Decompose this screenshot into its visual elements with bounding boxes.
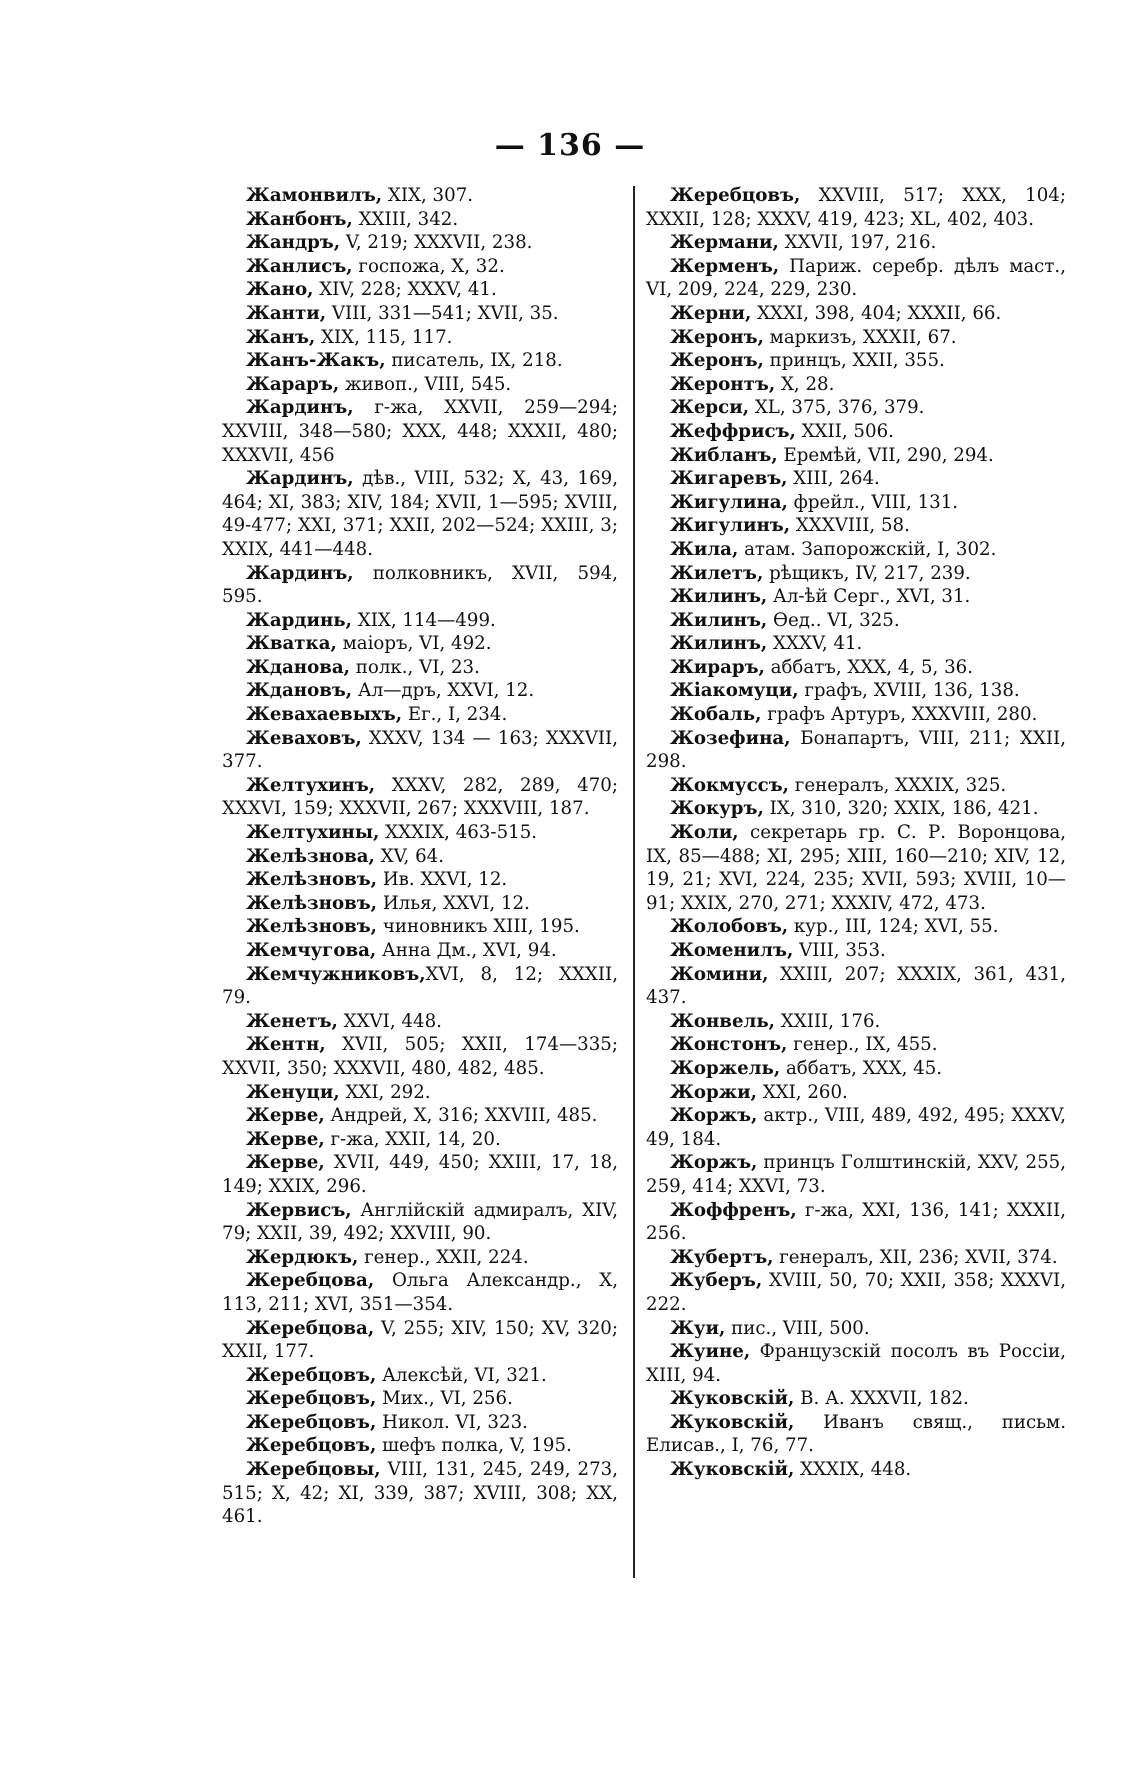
entry-references: аббатъ, XXX, 45. xyxy=(780,1057,943,1079)
entry-headword: Жермани, xyxy=(670,232,779,254)
entry-references: XXXIX, 448. xyxy=(794,1459,912,1481)
entry-headword: Жилинъ, xyxy=(670,633,768,655)
entry-references: графъ Артуръ, XXXVIII, 280. xyxy=(761,704,1038,726)
entry-headword: Жонвель, xyxy=(670,1010,776,1032)
entry-references: генералъ, XXXIX, 325. xyxy=(789,774,1007,796)
entry-references: г-жа, XXI, 136, 141; XXXII, 256. xyxy=(646,1199,1066,1245)
index-entry xyxy=(222,1151,618,1198)
entry-references: дѣв., VIII, 532; X, 43, 169, 464; XI, 383; XIV, 184; XVII, 1—595; XVIII, 49-477; XXI, 371; XXII, 202—524; XXIII, 3; XXIX, 441—448. xyxy=(222,468,618,560)
entry-references: XXXV, 134 — 163; XXXVII, 377. xyxy=(222,727,618,773)
entry-headword: Жардинъ, xyxy=(246,562,354,584)
entry-headword: Жуковскій, xyxy=(670,1411,795,1433)
entry-references: кур., III, 124; XVI, 55. xyxy=(788,916,999,938)
entry-references: Ал—дръ, XXVI, 12. xyxy=(352,680,535,702)
entry-headword: Жанъ, xyxy=(246,326,316,348)
entry-headword: Жіакомуци, xyxy=(670,680,799,702)
entry-headword: Жеребцова, xyxy=(246,1270,375,1292)
entry-references: XVII, 449, 450; XXIII, 17, 18, 149; XXIX, 296. xyxy=(222,1152,618,1197)
index-entry xyxy=(222,208,618,232)
entry-references: генер., IX, 455. xyxy=(787,1034,938,1056)
index-entry xyxy=(646,396,1066,420)
index-entry xyxy=(646,514,1066,538)
index-entry xyxy=(222,963,618,1010)
index-entry xyxy=(222,562,618,609)
entry-references: Ольга Александр., X, 113, 211; XVI, 351—354. xyxy=(222,1270,618,1315)
index-entry xyxy=(646,1387,1066,1411)
index-entry xyxy=(222,1269,618,1316)
entry-references: рѣщикъ, IV, 217, 239. xyxy=(763,562,971,584)
index-entry xyxy=(646,255,1066,302)
index-entry xyxy=(646,562,1066,586)
index-entry xyxy=(222,231,618,255)
index-entry xyxy=(222,302,618,326)
index-entry xyxy=(646,1458,1066,1482)
index-entry xyxy=(222,703,618,727)
index-column-right xyxy=(646,184,1066,1482)
entry-headword: Желтухинъ, xyxy=(246,774,376,796)
entry-headword: Жанлисъ, xyxy=(246,255,353,277)
entry-references: XXIII, 207; XXXIX, 361, 431, 437. xyxy=(646,963,1066,1009)
entry-references: XXII, 506. xyxy=(795,420,894,442)
entry-headword: Жуковскій, xyxy=(670,1459,795,1481)
index-entry xyxy=(222,255,618,279)
entry-headword: Жараръ, xyxy=(246,373,340,395)
index-entry xyxy=(222,1246,618,1270)
index-entry xyxy=(222,679,618,703)
entry-headword: Жоли, xyxy=(670,822,739,844)
entry-references: XIX, 307. xyxy=(382,185,474,206)
entry-headword: Жано, xyxy=(246,279,314,301)
entry-headword: Жеребцовъ, xyxy=(670,185,801,206)
entry-headword: Жеребцовъ, xyxy=(246,1364,377,1386)
entry-references: Анна Дм., XVI, 94. xyxy=(376,940,557,961)
index-entry xyxy=(646,915,1066,939)
entry-references: Англійскій адмиралъ, XIV, 79; XXII, 39, 492; XXVIII, 90. xyxy=(222,1199,618,1245)
entry-references: шефъ полка, V, 195. xyxy=(376,1435,572,1457)
entry-references: XXI, 260. xyxy=(756,1081,848,1103)
entry-headword: Жемчужниковъ, xyxy=(246,963,426,985)
index-column-left xyxy=(222,184,618,1529)
index-entry xyxy=(646,302,1066,326)
index-entry xyxy=(222,184,618,208)
entry-references: XXVIII, 517; XXX, 104; XXXII, 128; XXXV, 419, 423; XL, 402, 403. xyxy=(646,185,1066,230)
entry-headword: Жеронъ, xyxy=(670,326,764,348)
entry-references: Бонапартъ, VIII, 211; XXII, 298. xyxy=(646,727,1066,773)
entry-headword: Жозефина, xyxy=(670,727,791,749)
entry-headword: Желѣзновъ, xyxy=(246,892,378,914)
entry-references: полковникъ, XVII, 594, 595. xyxy=(222,562,618,608)
entry-headword: Жерве, xyxy=(246,1105,325,1127)
entry-headword: Жевахаевыхъ, xyxy=(246,704,403,726)
index-entry xyxy=(646,609,1066,633)
entry-headword: Женетъ, xyxy=(246,1010,338,1032)
entry-headword: Жанъ-Жакъ, xyxy=(246,350,386,372)
entry-headword: Жандръ, xyxy=(246,232,341,254)
entry-headword: Жилинъ, xyxy=(670,586,768,608)
entry-headword: Женуци, xyxy=(246,1081,340,1103)
index-entry xyxy=(646,727,1066,774)
index-entry xyxy=(222,1128,618,1152)
index-entry xyxy=(646,1269,1066,1316)
index-entry xyxy=(222,278,618,302)
entry-headword: Ждановъ, xyxy=(246,680,353,702)
entry-headword: Жуине, xyxy=(670,1341,751,1363)
entry-headword: Жигулинъ, xyxy=(670,515,791,537)
entry-headword: Жубертъ, xyxy=(670,1246,774,1268)
index-entry xyxy=(646,1246,1066,1270)
index-entry xyxy=(222,373,618,397)
entry-headword: Жобаль, xyxy=(670,704,762,726)
index-entry xyxy=(646,326,1066,350)
entry-references: госпожа, X, 32. xyxy=(352,255,505,277)
entry-references: XXXIX, 463-515. xyxy=(379,822,538,844)
entry-headword: Жардинъ, xyxy=(246,397,354,419)
entry-references: актр., VIII, 489, 492, 495; XXXV, 49, 184. xyxy=(646,1105,1066,1150)
entry-headword: Жентн, xyxy=(246,1034,326,1056)
index-entry xyxy=(222,396,618,467)
index-entry xyxy=(222,1081,618,1105)
entry-references: пис., VIII, 500. xyxy=(725,1317,870,1339)
index-entry xyxy=(222,892,618,916)
entry-references: В. А. XXXVII, 182. xyxy=(794,1388,969,1410)
entry-headword: Жоржъ, xyxy=(670,1105,758,1127)
entry-headword: Жоржи, xyxy=(670,1081,757,1103)
index-entry xyxy=(646,1151,1066,1198)
entry-headword: Жерни, xyxy=(670,302,752,324)
index-entry xyxy=(222,1411,618,1435)
entry-headword: Жердюкъ, xyxy=(246,1246,359,1268)
index-entry xyxy=(646,1199,1066,1246)
entry-references: XXVII, 197, 216. xyxy=(778,232,937,254)
entry-references: XIX, 114—499. xyxy=(351,609,496,631)
entry-headword: Жибланъ, xyxy=(670,444,778,466)
entry-headword: Желѣзнова, xyxy=(246,845,375,867)
entry-references: Ег., I, 234. xyxy=(402,704,508,726)
entry-headword: Жуи, xyxy=(670,1317,726,1339)
entry-references: чиновникъ XIII, 195. xyxy=(377,916,580,938)
entry-headword: Жватка, xyxy=(246,633,337,655)
entry-headword: Жеваховъ, xyxy=(246,727,362,749)
index-entry xyxy=(222,632,618,656)
column-divider xyxy=(633,186,635,1578)
entry-headword: Жанти, xyxy=(246,302,327,324)
index-entry xyxy=(222,821,618,845)
index-entry xyxy=(646,1411,1066,1458)
entry-headword: Жеффрисъ, xyxy=(670,420,796,442)
index-entry xyxy=(646,797,1066,821)
entry-headword: Жуберъ, xyxy=(670,1270,763,1292)
index-entry xyxy=(222,1317,618,1364)
entry-references: графъ, XVIII, 136, 138. xyxy=(798,680,1020,702)
index-entry xyxy=(646,585,1066,609)
entry-headword: Жомини, xyxy=(670,963,769,985)
entry-references: г-жа, XXII, 14, 20. xyxy=(324,1128,501,1150)
entry-headword: Жерменъ, xyxy=(670,255,780,277)
entry-references: Андрей, X, 316; XXVIII, 485. xyxy=(324,1105,598,1127)
index-entry xyxy=(222,609,618,633)
entry-references: Илья, XXVI, 12. xyxy=(377,892,530,914)
entry-references: XVI, 8, 12; XXXII, 79. xyxy=(222,963,618,1009)
entry-headword: Жардинъ, xyxy=(246,468,354,490)
index-entry xyxy=(646,538,1066,562)
index-entry xyxy=(222,1458,618,1529)
page-number: — 136 — xyxy=(494,128,646,163)
entry-headword: Жила, xyxy=(670,538,739,560)
entry-headword: Жуковскій, xyxy=(670,1388,795,1410)
entry-references: XXXV, 282, 289, 470; XXXVI, 159; XXXVII, 267; XXXVIII, 187. xyxy=(222,774,618,820)
index-entry xyxy=(646,939,1066,963)
index-entry xyxy=(222,774,618,821)
index-entry xyxy=(646,656,1066,680)
entry-references: Ив. XXVI, 12. xyxy=(377,869,508,891)
entry-headword: Жеронъ, xyxy=(670,350,764,372)
index-entry xyxy=(222,467,618,561)
index-entry xyxy=(222,845,618,869)
entry-references: XVIII, 50, 70; XXII, 358; XXXVI, 222. xyxy=(646,1270,1066,1315)
index-entry xyxy=(222,349,618,373)
entry-headword: Жоменилъ, xyxy=(670,940,794,961)
entry-references: XXIII, 342. xyxy=(352,208,459,230)
entry-headword: Жоржъ, xyxy=(670,1152,758,1174)
entry-references: Мих., VI, 256. xyxy=(376,1388,513,1410)
entry-references: V, 219; XXXVII, 238. xyxy=(340,232,533,254)
index-entry xyxy=(222,868,618,892)
index-entry xyxy=(222,915,618,939)
index-entry xyxy=(646,1340,1066,1387)
entry-references: XIX, 115, 117. xyxy=(315,326,453,348)
index-entry xyxy=(222,1010,618,1034)
entry-headword: Жардинь, xyxy=(246,609,352,631)
entry-references: Еремѣй, VII, 290, 294. xyxy=(777,444,994,466)
entry-headword: Жонстонъ, xyxy=(670,1034,788,1056)
entry-references: VIII, 331—541; XVII, 35. xyxy=(326,302,559,324)
index-entry xyxy=(222,727,618,774)
index-entry xyxy=(222,1434,618,1458)
entry-references: фрейл., VIII, 131. xyxy=(787,491,959,513)
entry-references: генер., XXII, 224. xyxy=(358,1246,529,1268)
entry-headword: Желѣзновъ, xyxy=(246,869,378,891)
entry-references: XIII, 264. xyxy=(787,468,880,490)
index-entry xyxy=(646,632,1066,656)
entry-headword: Жерве, xyxy=(246,1128,325,1150)
entry-headword: Жоффренъ, xyxy=(670,1199,797,1221)
entry-references: XXXI, 398, 404; XXXII, 66. xyxy=(751,302,1002,324)
entry-references: Никол. VI, 323. xyxy=(376,1411,528,1433)
index-entry xyxy=(646,1081,1066,1105)
index-entry xyxy=(222,1364,618,1388)
entry-references: VIII, 353. xyxy=(793,940,886,961)
entry-headword: Жилинъ, xyxy=(670,609,768,631)
entry-references: Ѳед.. VI, 325. xyxy=(767,609,900,631)
entry-headword: Жемчугова, xyxy=(246,940,377,961)
index-entry xyxy=(646,373,1066,397)
entry-headword: Жеребцовы, xyxy=(246,1459,381,1481)
index-entry xyxy=(646,231,1066,255)
entry-headword: Жданова, xyxy=(246,656,350,678)
entry-headword: Жигулина, xyxy=(670,491,788,513)
entry-references: Алексѣй, VI, 321. xyxy=(376,1364,547,1386)
index-entry xyxy=(222,326,618,350)
index-entry xyxy=(646,963,1066,1010)
index-entry xyxy=(646,491,1066,515)
entry-references: XXI, 292. xyxy=(339,1081,431,1103)
entry-references: Иванъ свящ., письм. Елисав., I, 76, 77. xyxy=(646,1411,1066,1457)
entry-references: XIV, 228; XXXV, 41. xyxy=(313,279,497,301)
index-entry xyxy=(222,1104,618,1128)
entry-references: секретарь гр. С. Р. Воронцова, IX, 85—488; XI, 295; XIII, 160—210; XIV, 12, 19, 21; XVI, 224, 235; XVII, 593; XVIII, 10—91; XXIX, 270, 271; XXXIV, 472, 473. xyxy=(646,822,1066,914)
index-entry xyxy=(646,1057,1066,1081)
entry-references: Париж. серебр. дѣлъ маст., VI, 209, 224, 229, 230. xyxy=(646,255,1066,301)
index-entry xyxy=(646,679,1066,703)
index-entry xyxy=(646,184,1066,231)
entry-headword: Жигаревъ, xyxy=(670,468,788,490)
entry-headword: Жираръ, xyxy=(670,656,765,678)
entry-references: маркизъ, XXXII, 67. xyxy=(763,326,957,348)
entry-references: XXXVIII, 58. xyxy=(790,515,910,537)
entry-headword: Жокуръ, xyxy=(670,798,764,820)
entry-references: XXIII, 176. xyxy=(775,1010,881,1032)
index-entry xyxy=(646,1010,1066,1034)
entry-references: XXXV, 41. xyxy=(767,633,863,655)
entry-references: атам. Запорожскій, I, 302. xyxy=(738,538,997,560)
entry-references: Ал-ѣй Серг., XVI, 31. xyxy=(767,586,971,608)
entry-references: V, 255; XIV, 150; XV, 320; XXII, 177. xyxy=(222,1317,618,1363)
entry-references: XVII, 505; XXII, 174—335; XXVII, 350; XXXVII, 480, 482, 485. xyxy=(222,1034,618,1079)
entry-references: г-жа, XXVII, 259—294; XXVIII, 348—580; XXX, 448; XXXII, 480; XXXVII, 456 xyxy=(222,397,618,466)
entry-references: полк., VI, 23. xyxy=(349,656,480,678)
index-entry xyxy=(646,420,1066,444)
entry-headword: Жеребцовъ, xyxy=(246,1435,377,1457)
entry-references: принцъ Голштинскій, XXV, 255, 259, 414; XXVI, 73. xyxy=(646,1152,1066,1197)
entry-references: принцъ, XXII, 355. xyxy=(763,350,945,372)
index-entry xyxy=(646,821,1066,915)
index-entry xyxy=(646,444,1066,468)
entry-headword: Желѣзновъ, xyxy=(246,916,378,938)
entry-references: X, 28. xyxy=(775,373,835,395)
entry-headword: Жилетъ, xyxy=(670,562,764,584)
index-entry xyxy=(646,467,1066,491)
entry-references: VIII, 131, 245, 249, 273, 515; X, 42; XI, 339, 387; XVIII, 308; XX, 461. xyxy=(222,1459,618,1528)
entry-references: живоп., VIII, 545. xyxy=(339,373,512,395)
index-entry xyxy=(646,703,1066,727)
index-entry xyxy=(222,656,618,680)
entry-references: IX, 310, 320; XXIX, 186, 421. xyxy=(763,798,1039,820)
entry-headword: Жамонвилъ, xyxy=(246,185,383,206)
entry-headword: Жоржель, xyxy=(670,1057,781,1079)
entry-headword: Жеронтъ, xyxy=(670,373,776,395)
entry-headword: Жеребцовъ, xyxy=(246,1411,377,1433)
entry-headword: Жерве, xyxy=(246,1152,325,1174)
entry-headword: Жервисъ, xyxy=(246,1199,352,1221)
entry-references: писатель, IX, 218. xyxy=(385,350,563,372)
index-entry xyxy=(646,349,1066,373)
entry-headword: Жанбонъ, xyxy=(246,208,353,230)
entry-references: генералъ, XII, 236; XVII, 374. xyxy=(773,1246,1058,1268)
entry-headword: Желтухины, xyxy=(246,822,380,844)
entry-headword: Жерси, xyxy=(670,397,750,419)
entry-references: XL, 375, 376, 379. xyxy=(749,397,925,419)
entry-headword: Жолобовъ, xyxy=(670,916,789,938)
entry-references: маіоръ, VI, 492. xyxy=(336,633,492,655)
index-entry xyxy=(222,1199,618,1246)
entry-references: аббатъ, XXX, 4, 5, 36. xyxy=(764,656,974,678)
index-entry xyxy=(646,1317,1066,1341)
index-entry xyxy=(222,1033,618,1080)
index-entry xyxy=(222,1387,618,1411)
index-entry xyxy=(646,774,1066,798)
entry-headword: Жеребцовъ, xyxy=(246,1388,377,1410)
index-entry xyxy=(646,1033,1066,1057)
index-entry xyxy=(646,1104,1066,1151)
entry-references: XXVI, 448. xyxy=(337,1010,442,1032)
entry-references: Французскій посолъ въ Россіи, XIII, 94. xyxy=(646,1341,1066,1386)
entry-headword: Жокмуссъ, xyxy=(670,774,790,796)
entry-references: XV, 64. xyxy=(374,845,445,867)
entry-headword: Жеребцова, xyxy=(246,1317,375,1339)
index-entry xyxy=(222,939,618,963)
